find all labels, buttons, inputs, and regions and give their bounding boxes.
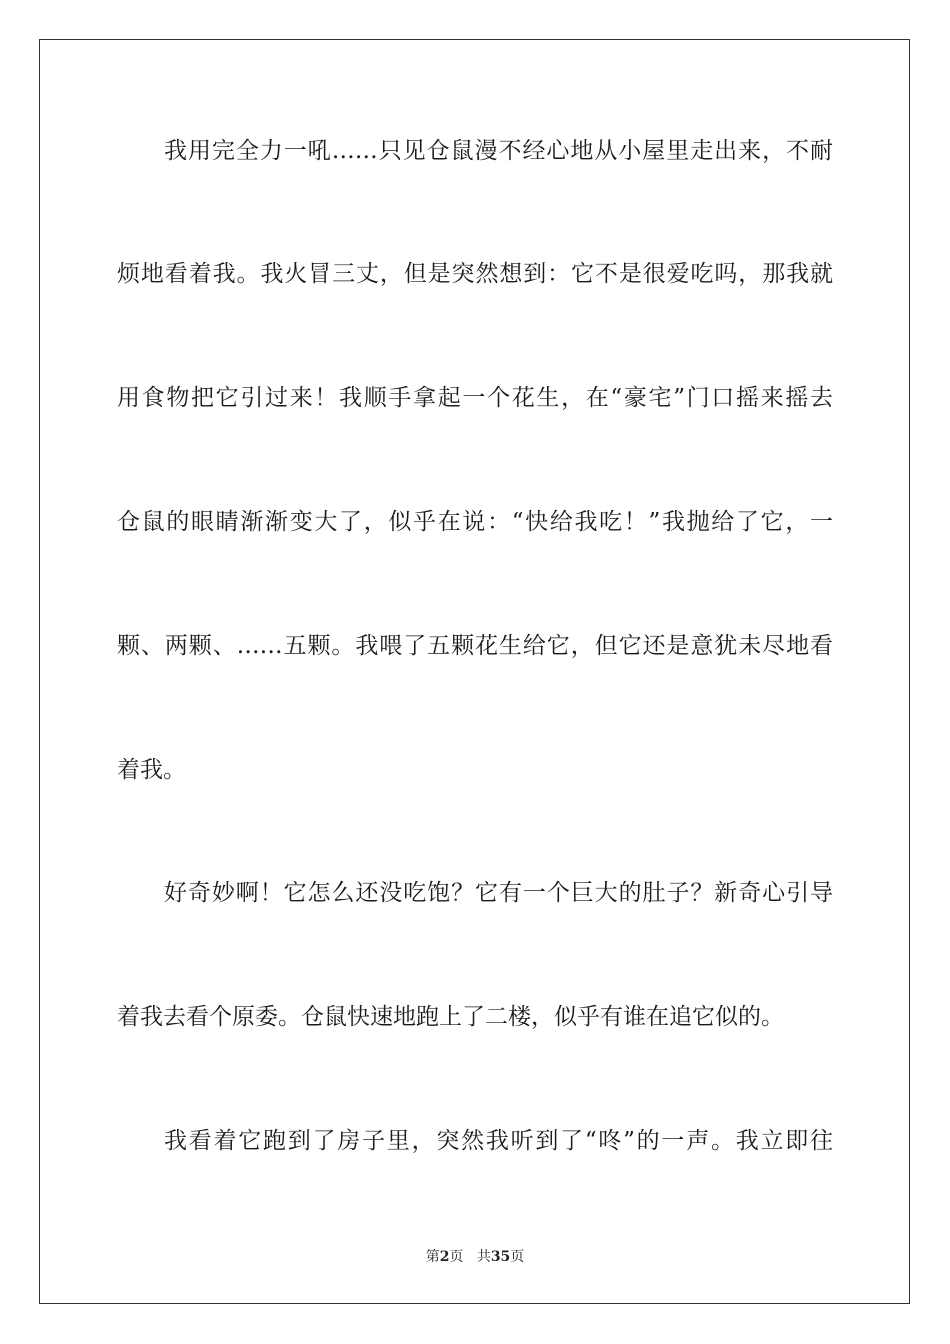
text-line: 好奇妙啊！它怎么还没吃饱？它有一个巨大的肚子？新奇心引导 [164,880,833,906]
text-line: 着我。 [117,757,186,783]
text-line: 颗、两颗、……五颗。我喂了五颗花生给它，但它还是意犹未尽地看 [117,633,833,659]
page-border [39,39,910,1304]
page-footer [0,1246,950,1266]
page-number: 2 [439,1249,450,1265]
text-line: 着我去看个原委。仓鼠快速地跑上了二楼，似乎有谁在追它似的。 [117,1004,784,1030]
text-line: 我用完全力一吼……只见仓鼠漫不经心地从小屋里走出来，不耐 [164,138,833,164]
page-prefix: 第 [425,1249,440,1265]
total-pages: 35 [490,1249,511,1265]
text-line: 仓鼠的眼睛渐渐变大了，似乎在说：“快给我吃！”我抛给了它，一 [117,509,833,535]
total-prefix: 共 [476,1249,491,1265]
text-line: 用食物把它引过来！我顺手拿起一个花生，在“豪宅”门口摇来摇去 [117,385,833,411]
text-line: 我看着它跑到了房子里，突然我听到了“咚”的一声。我立即往 [164,1128,833,1154]
text-line: 烦地看着我。我火冒三丈，但是突然想到：它不是很爱吃吗，那我就 [117,261,833,287]
total-suffix: 页 [510,1249,525,1265]
page-suffix: 页 [449,1249,464,1265]
